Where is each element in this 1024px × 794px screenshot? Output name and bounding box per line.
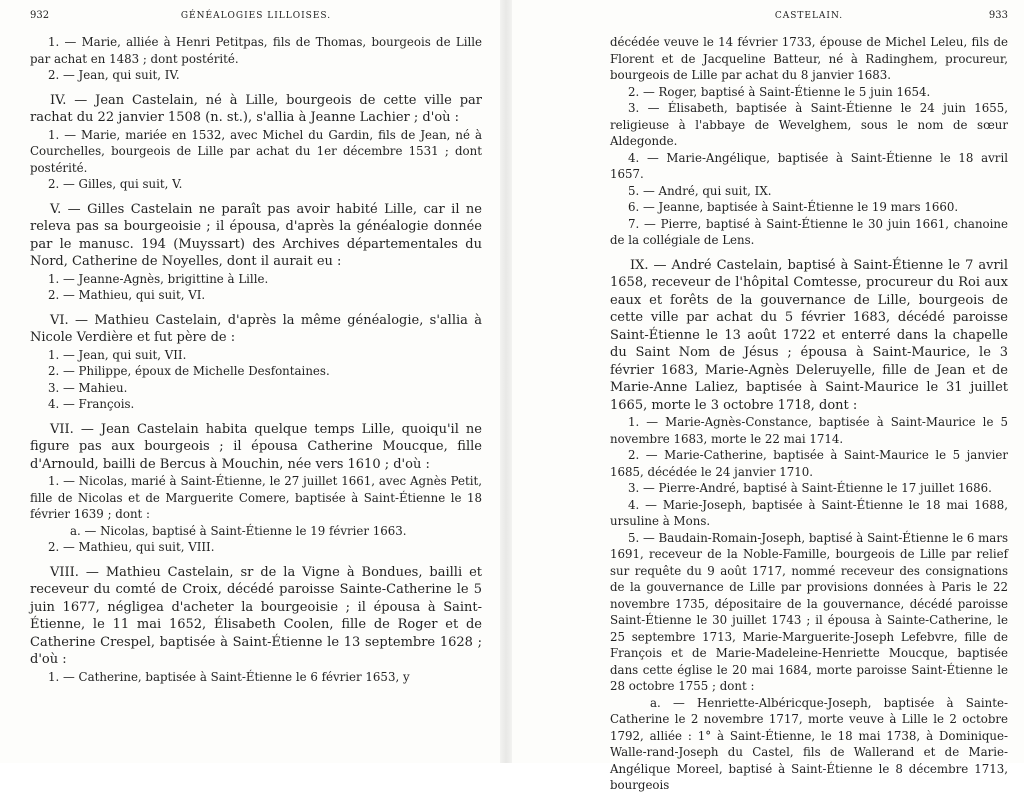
child-entry: 1. — Nicolas, marié à Saint-Étienne, le 27 juillet 1661, avec Agnès Petit, fille de Nicolas et de Marguerite Comere, baptisée à Saint-Étienne le 18 février 1639 ; dont :: [30, 474, 482, 521]
left-page-header: [30, 10, 482, 26]
child-entry: 1. — Marie, mariée en 1532, avec Michel du Gardin, fils de Jean, né à Courchelles, bourgeois de Lille par achat du 1er décembre 1531 ; dont postérité.: [30, 127, 482, 175]
child-entry: 2. — Marie-Catherine, baptisée à Saint-Maurice le 5 janvier 1685, décédée le 24 janvier 1710.: [610, 448, 1008, 479]
generation-heading-paragraph: V. — Gilles Castelain ne paraît pas avoir habité Lille, car il ne releva pas sa bourgeoisie ; il épousa, d'après la généalogie donnée par le manusc. 194 (Muyssart) des Archives départementales du Nord, Catherine de Noyelles, dont il aurait eu :: [30, 201, 482, 269]
child-entry: 3. — Pierre-André, baptisé à Saint-Étienne le 17 juillet 1686.: [628, 481, 992, 495]
child-entry: 2. — Jean, qui suit, IV.: [48, 68, 180, 82]
grandchild-entry: a. — Henriette-Albéricque-Joseph, baptisée à Sainte-Catherine le 2 novembre 1717, morte veuve à Lille le 2 octobre 1792, alliée : 1° à Saint-Étienne, le 18 mai 1738, à Dominique-Walle-rand-Joseph du Castel, fils de Wallerand et de Marie-Angélique Moreel, baptisé à Saint-Étienne le 8 décembre 1713, bourgeois: [610, 695, 1008, 792]
child-entry: 4. — Marie-Angélique, baptisée à Saint-Étienne le 18 avril 1657.: [610, 150, 1008, 181]
right-page-body: [610, 34, 1008, 794]
child-entry: 2. — Mathieu, qui suit, VI.: [48, 288, 206, 302]
right-running-title: CASTELAIN.: [774, 11, 844, 21]
child-entry: 6. — Jeanne, baptisée à Saint-Étienne le 19 mars 1660.: [628, 200, 959, 214]
generation-heading-paragraph: IX. — André Castelain, baptisé à Saint-Étienne le 7 avril 1658, receveur de l'hôpital Comtesse, procureur du Roi aux eaux et forêts de la gouvernance de Lille, bourgeois de cette ville par achat du 5 février 1683, décédé paroisse Saint-Étienne le 13 août 1722 et enterré dans la chapelle du Saint Nom de Jésus ; épousa à Saint-Maurice, le 3 février 1683, Marie-Agnès Deleruyelle, fille de Jean et de Marie-Anne Laliez, baptisée à Saint-Maurice le 31 juillet 1665, morte le 3 octobre 1718, dont :: [610, 257, 1008, 413]
generation-heading-paragraph: VII. — Jean Castelain habita quelque temps Lille, quoiqu'il ne figure pas aux bourgeois ; il épousa Catherine Moucque, fille d'Arnould, bailli de Bercus à Mouchin, née vers 1610 ; d'où :: [30, 421, 482, 472]
child-entry: 1. — Marie, alliée à Henri Petitpas, fils de Thomas, bourgeois de Lille par achat en 1483 ; dont postérité.: [30, 35, 482, 66]
child-entry: 4. — Marie-Joseph, baptisée à Saint-Étienne le 18 mai 1688, ursuline à Mons.: [610, 497, 1008, 528]
child-entry: 1. — Jean, qui suit, VII.: [48, 347, 187, 362]
left-running-title: GÉNÉALOGIES LILLOISES.: [180, 11, 332, 21]
generation-heading-paragraph: IV. — Jean Castelain, né à Lille, bourgeois de cette ville par rachat du 22 janvier 1508 (n. st.), s'allia à Jeanne Lachier ; d'où :: [30, 92, 482, 125]
child-entry: 2. — Gilles, qui suit, V.: [48, 177, 183, 191]
generation-heading-paragraph: VI. — Mathieu Castelain, d'après la même généalogie, s'allia à Nicole Verdière et fut père de :: [30, 312, 482, 345]
book-gutter: [500, 0, 512, 763]
child-entry: 2. — Philippe, époux de Michelle Desfontaines.: [48, 364, 330, 378]
child-entry: 2. — Mathieu, qui suit, VIII.: [48, 540, 215, 554]
child-entry: 4. — François.: [48, 397, 135, 411]
right-page-number: 933: [988, 10, 1008, 21]
child-entry: 5. — Baudain-Romain-Joseph, baptisé à Saint-Étienne le 6 mars 1691, receveur de la Noble-Famille, bourgeois de Lille par relief sur requête du 9 août 1717, nommé receveur des consignations de la gouvernance de Lille par provisions données à Paris le 22 novembre 1735, dépositaire de la gouvernance, décédé paroisse Saint-Étienne le 30 juillet 1743 ; il épousa à Sainte-Catherine, le 25 septembre 1713, Marie-Marguerite-Joseph Lefebvre, fille de François et de Marie-Madeleine-Henriette Moucque, baptisée dans cette église le 20 mai 1684, morte paroisse Saint-Étienne le 28 octobre 1755 ; dont :: [610, 530, 1009, 693]
right-page: [512, 0, 1024, 792]
generation-heading-paragraph: VIII. — Mathieu Castelain, sr de la Vigne à Bondues, bailli et receveur du comté de Croix, décédé paroisse Sainte-Catherine le 5 juin 1677, négligea d'acheter la bourgeoisie ; il épousa à Saint-Étienne, le 11 mai 1652, Élisabeth Coolen, fille de Roger et de Catherine Crespel, baptisée à Saint-Étienne le 13 septembre 1628 ; d'où :: [30, 564, 482, 667]
right-page-header: [610, 10, 1008, 26]
child-entry: 2. — Roger, baptisé à Saint-Étienne le 5 juin 1654.: [628, 84, 931, 99]
child-entry: 3. — Élisabeth, baptisée à Saint-Étienne le 24 juin 1655, religieuse à l'abbaye de Wevelghem, sous le nom de sœur Aldegonde.: [610, 101, 1008, 148]
child-entry: 3. — Mahieu.: [48, 380, 128, 395]
child-entry: 1. — Catherine, baptisée à Saint-Étienne le 6 février 1653, y: [48, 669, 410, 684]
child-entry: 1. — Marie-Agnès-Constance, baptisée à Saint-Maurice le 5 novembre 1683, morte le 22 mai 1714.: [610, 415, 1008, 446]
left-page-body: [30, 34, 482, 685]
grandchild-entry: a. — Nicolas, baptisé à Saint-Étienne le 19 février 1663.: [70, 523, 407, 538]
continued-paragraph: décédée veuve le 14 février 1733, épouse de Michel Leleu, fils de Florent et de Jacqueline Batteur, né à Radinghem, procureur, bourgeois de Lille par achat du 8 janvier 1683.: [610, 35, 1008, 82]
left-page-number: 932: [30, 10, 50, 21]
child-entry: 7. — Pierre, baptisé à Saint-Étienne le 30 juin 1661, chanoine de la collégiale de Lens.: [610, 216, 1008, 247]
left-page: [0, 0, 500, 763]
child-entry: 5. — André, qui suit, IX.: [628, 183, 772, 198]
child-entry: 1. — Jeanne-Agnès, brigittine à Lille.: [48, 271, 269, 286]
